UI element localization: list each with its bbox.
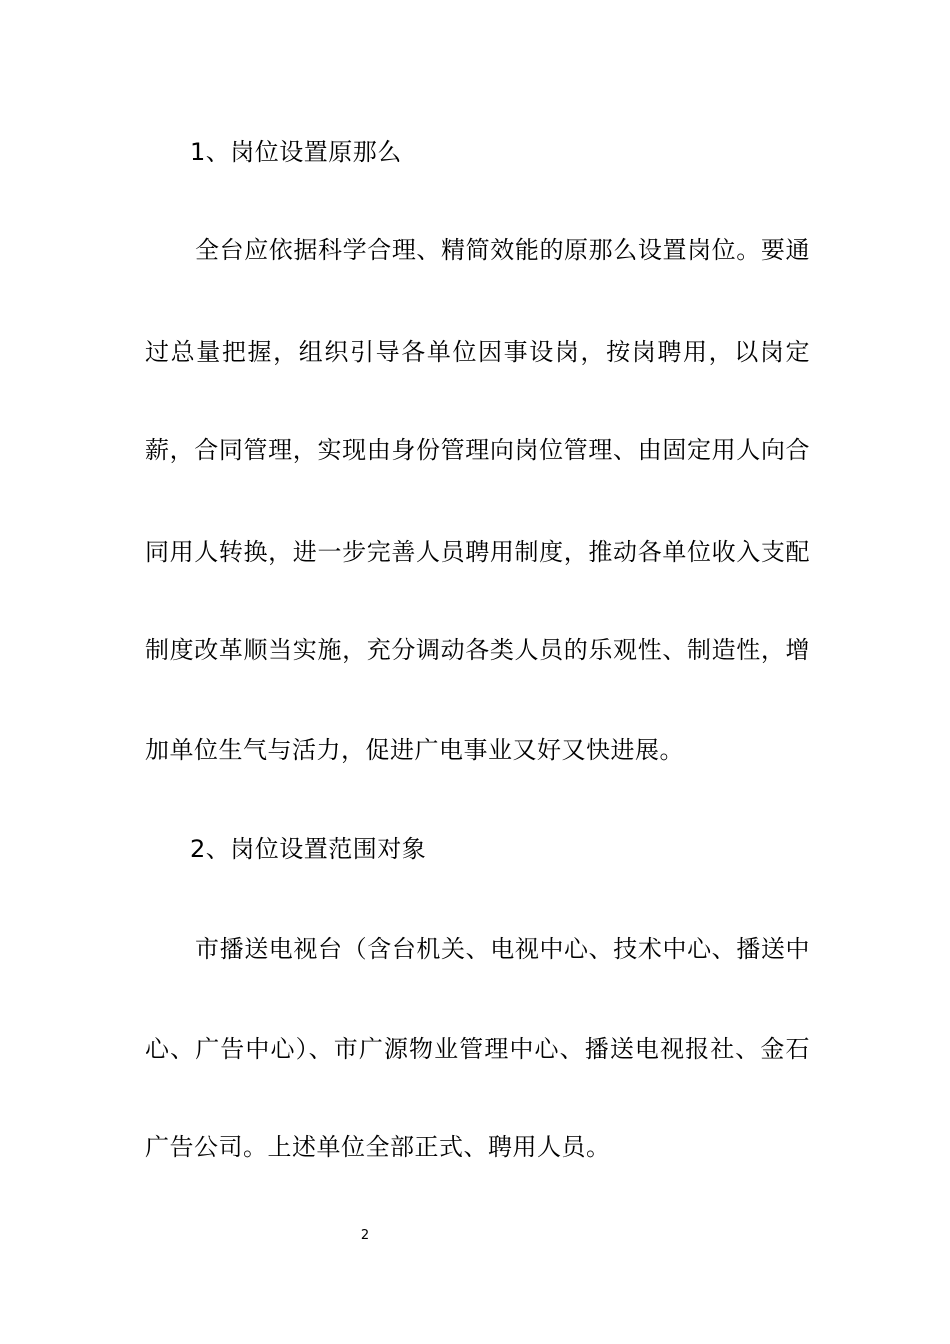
section-2-heading: 2、岗位设置范围对象 [190, 835, 427, 863]
section-1-heading: 1、岗位设置原那么 [190, 138, 402, 166]
section-2-line-3: 广告公司。上述单位全部正式、聘用人员。 [145, 1133, 611, 1161]
section-1-line-5: 制度改革顺当实施，充分调动各类人员的乐观性、制造性，增 [145, 636, 810, 664]
page-number: 2 [360, 1228, 370, 1243]
section-2-line-1: 市播送电视台（含台机关、电视中心、技术中心、播送中 [195, 935, 810, 963]
section-2-line-2: 心、广告中心）、市广源物业管理中心、播送电视报社、金石 [145, 1035, 810, 1063]
section-1-line-1: 全台应依据科学合理、精简效能的原那么设置岗位。要通 [195, 236, 810, 264]
section-1-line-2: 过总量把握，组织引导各单位因事设岗，按岗聘用，以岗定 [145, 338, 810, 366]
section-1-line-6: 加单位生气与活力，促进广电事业又好又快进展。 [145, 736, 684, 764]
section-1-line-3: 薪，合同管理，实现由身份管理向岗位管理、由固定用人向合 [145, 436, 810, 464]
section-1-line-4: 同用人转换，进一步完善人员聘用制度，推动各单位收入支配 [145, 538, 810, 566]
